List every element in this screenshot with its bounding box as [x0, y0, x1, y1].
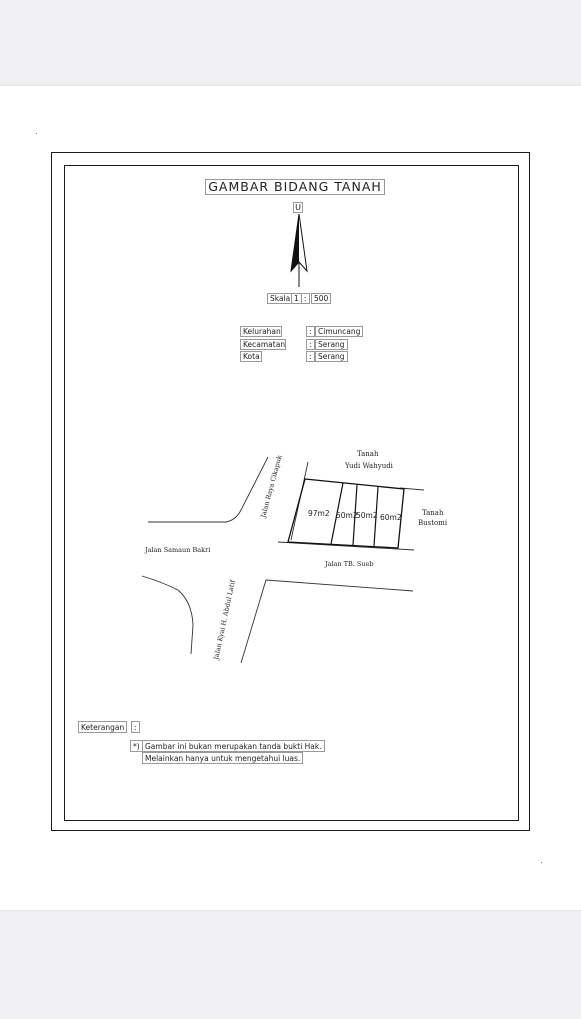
location-label: Kota: [240, 351, 262, 362]
notes-line1: Gambar ini bukan merupakan tanda bukti Hak.: [142, 740, 325, 752]
scale-separator: :: [301, 293, 310, 304]
location-separator: :: [306, 339, 315, 350]
neighbor-right-line1: Tanah: [422, 509, 444, 517]
neighbor-top-line1: Tanah: [357, 450, 379, 458]
road-edge: [148, 457, 268, 522]
north-label: U: [293, 202, 303, 213]
location-value: Cimuncang: [315, 326, 363, 337]
plot-area-label: 50m2: [336, 511, 358, 520]
notes-marker: *): [130, 740, 143, 752]
scale-label: Skala: [267, 293, 293, 304]
neighbor-top-line2: Yudi Wahyudi: [345, 462, 393, 470]
road-label-tb-sueb: Jalan TB. Sueb: [325, 560, 374, 568]
road-edge: [241, 580, 413, 663]
scale-ratio-left: 1: [291, 293, 302, 304]
plot-area-label: 60m2: [380, 513, 402, 522]
road-label-raya-cikapuk: Jalan Raya Cikapuk: [259, 454, 284, 519]
scale-ratio-right: 500: [311, 293, 331, 304]
location-label: Kelurahan: [240, 326, 282, 337]
location-separator: :: [306, 351, 315, 362]
notes-line2: Melainkan hanya untuk mengetahui luas.: [142, 752, 303, 764]
document-title: GAMBAR BIDANG TANAH: [205, 179, 385, 195]
notes-separator: :: [131, 721, 140, 733]
road-label-samaun-bakri: Jalan Samaun Bakri: [145, 546, 211, 554]
plot-area-label: 50m2: [356, 511, 378, 520]
location-separator: :: [306, 326, 315, 337]
road-edge: [142, 576, 193, 654]
neighbor-right-line2: Bustomi: [418, 519, 448, 527]
location-value: Serang: [315, 339, 348, 350]
location-value: Serang: [315, 351, 348, 362]
plot-area-label: 97m2: [308, 509, 330, 518]
road-label-kyai-abdul-latif: Jalan Kyai H. Abdul Latif: [212, 579, 237, 661]
notes-label: Keterangan: [78, 721, 127, 733]
location-label: Kecamatan: [240, 339, 286, 350]
